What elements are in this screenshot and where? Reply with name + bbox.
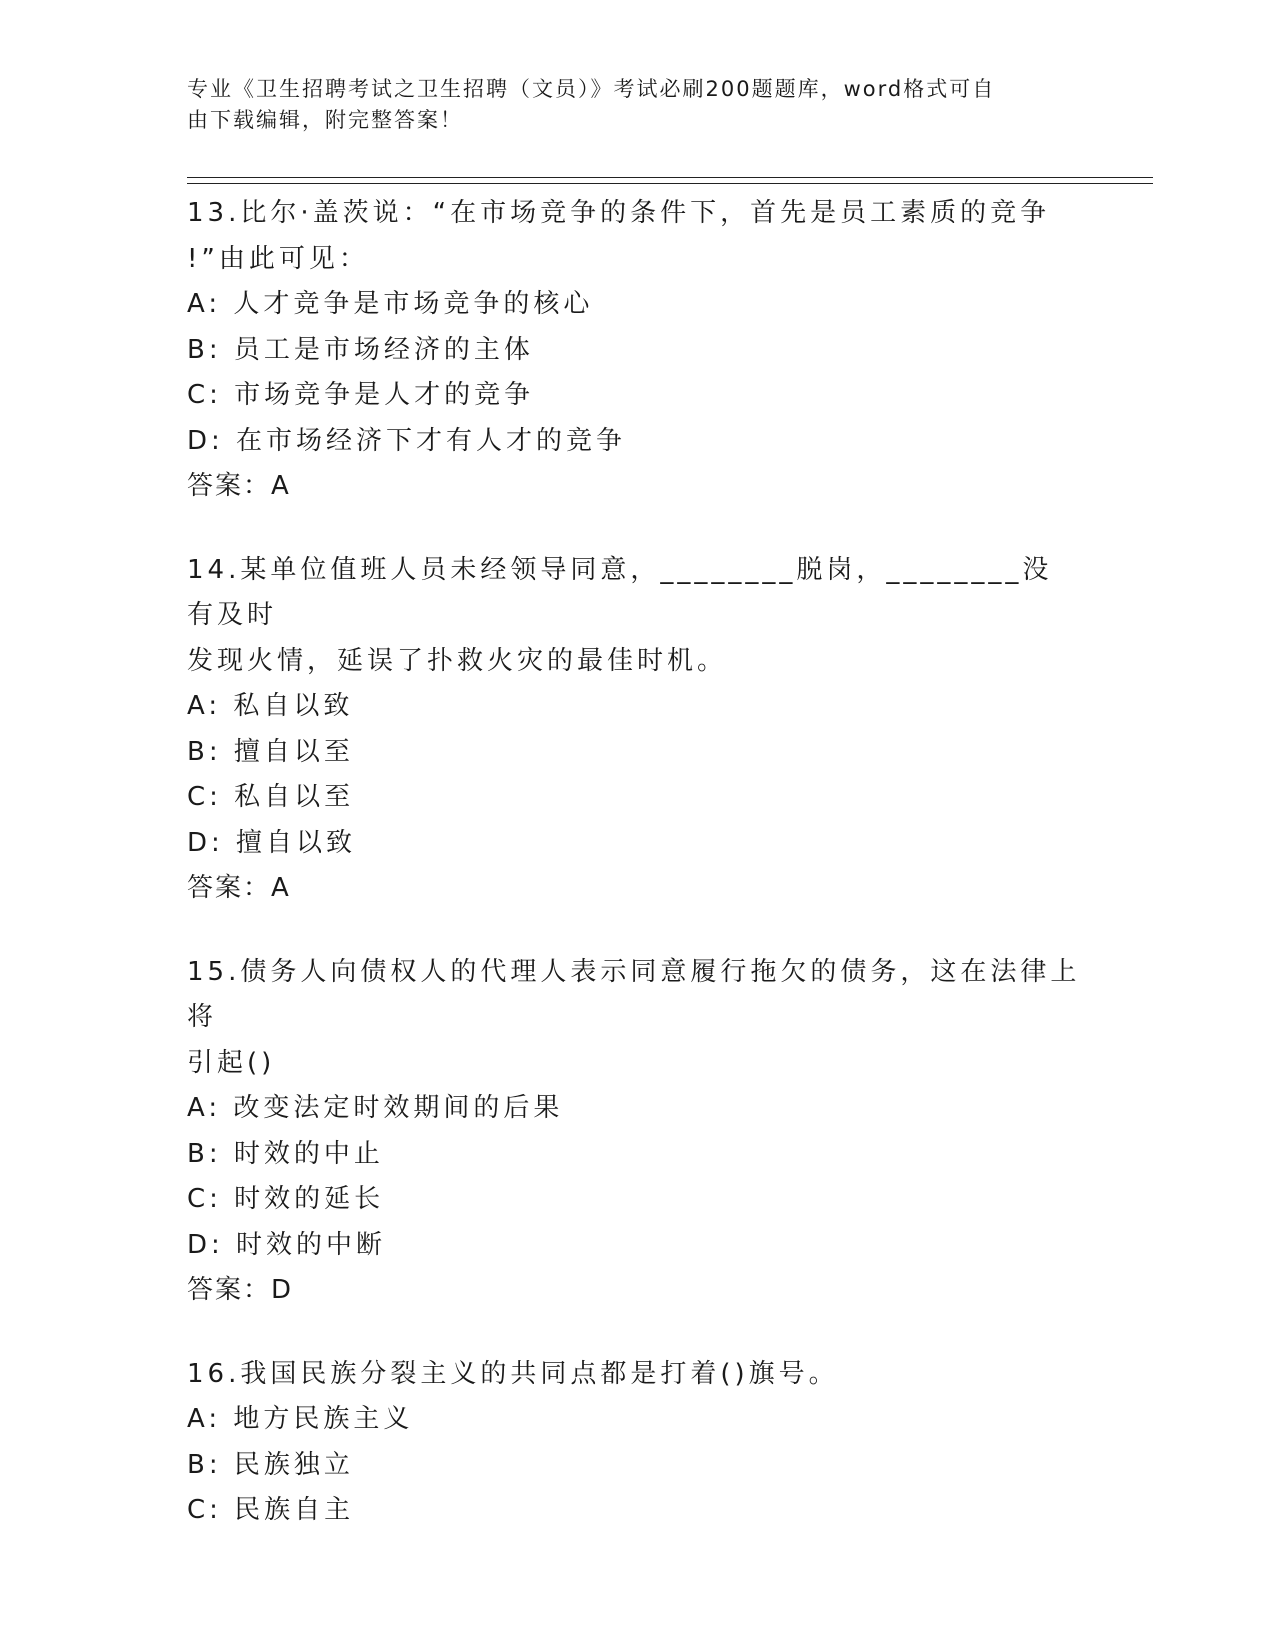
option-d: D: 擅自以致	[187, 827, 357, 858]
document-header	[187, 74, 1067, 136]
question-stem-line: 16.我国民族分裂主义的共同点都是打着()旗号。	[187, 1358, 839, 1389]
option-c: C: 时效的延长	[187, 1184, 385, 1214]
header-divider-top	[187, 177, 1153, 178]
answer-line: 答案：A	[187, 873, 291, 903]
option-a: A: 私自以致	[187, 691, 354, 721]
option-b: B: 擅自以至	[187, 736, 354, 767]
option-c: C: 民族自主	[187, 1495, 355, 1525]
answer-line: 答案：D	[187, 1275, 294, 1305]
question-15	[187, 950, 1087, 1314]
question-16	[187, 1352, 1087, 1534]
option-c: C: 私自以至	[187, 782, 355, 812]
question-stem	[187, 1352, 1082, 1398]
option-a: A: 改变法定时效期间的后果	[187, 1093, 564, 1123]
header-line-2: 由下载编辑，附完整答案！	[187, 108, 463, 132]
question-list	[187, 191, 1087, 1572]
option-b: B: 时效的中止	[187, 1138, 384, 1169]
question-stem-line: 13.比尔·盖茨说：“在市场竞争的条件下，首先是员工素质的竞争	[187, 198, 1051, 228]
option-d: D: 在市场经济下才有人才的竞争	[187, 425, 627, 456]
question-stem-line: 引起()	[187, 1047, 276, 1078]
question-stem-line: 发现火情，延误了扑救火灾的最佳时机。	[187, 645, 728, 676]
question-13	[187, 191, 1087, 510]
question-stem-line: 14.某单位值班人员未经领导同意，________脱岗，________没有及时	[187, 554, 1053, 630]
option-a: A: 地方民族主义	[187, 1404, 414, 1434]
question-14	[187, 548, 1087, 912]
option-d: D: 时效的中断	[187, 1229, 387, 1260]
header-line-1: 专业《卫生招聘考试之卫生招聘（文员）》考试必刷200题题库，word格式可自	[187, 77, 996, 101]
option-a: A: 人才竞争是市场竞争的核心	[187, 289, 594, 319]
question-stem	[187, 950, 1082, 1087]
question-stem-line: !”由此可见：	[187, 243, 369, 274]
option-c: C: 市场竞争是人才的竞争	[187, 380, 535, 410]
question-stem	[187, 191, 1082, 282]
option-b: B: 员工是市场经济的主体	[187, 334, 534, 365]
answer-line: 答案：A	[187, 471, 291, 501]
question-stem	[187, 548, 1082, 685]
option-b: B: 民族独立	[187, 1449, 354, 1480]
header-divider-bottom	[187, 183, 1153, 184]
question-stem-line: 15.债务人向债权人的代理人表示同意履行拖欠的债务，这在法律上将	[187, 956, 1081, 1032]
